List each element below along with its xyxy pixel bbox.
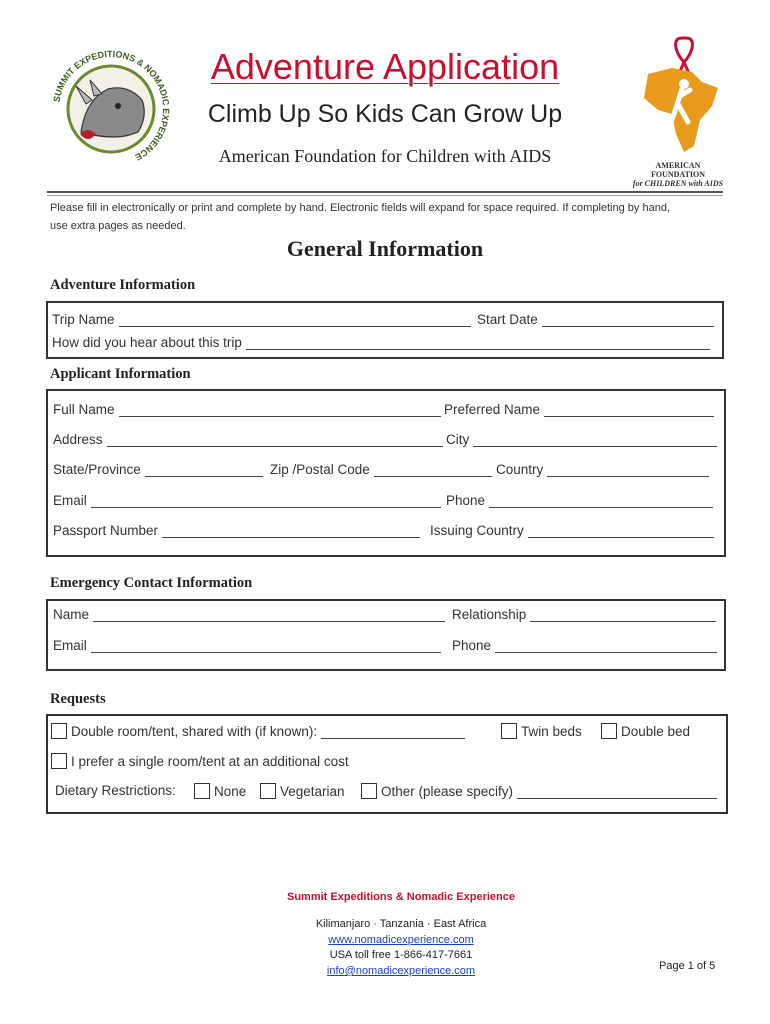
dietary-label: Dietary Restrictions:: [55, 783, 176, 798]
address-field[interactable]: Address: [53, 432, 443, 447]
diet-vegetarian-checkbox[interactable]: [260, 783, 276, 799]
twin-beds-option[interactable]: Twin beds: [501, 723, 582, 739]
diet-other-option[interactable]: Other (please specify): [361, 783, 717, 799]
city-field[interactable]: City: [446, 432, 717, 447]
relationship-field[interactable]: Relationship: [452, 607, 716, 622]
full-name-field[interactable]: Full Name: [53, 402, 441, 417]
emergency-email-field[interactable]: Email: [53, 638, 441, 653]
single-room-checkbox[interactable]: [51, 753, 67, 769]
afca-logo-line1: AMERICAN FOUNDATION: [650, 161, 706, 179]
header-divider: [47, 191, 723, 193]
footer-website-row: [0, 934, 770, 946]
diet-none-checkbox[interactable]: [194, 783, 210, 799]
footer-phone: USA toll free 1-866-417-7661: [329, 949, 473, 961]
email-link[interactable]: info@nomadicexperience.com: [326, 965, 476, 977]
diet-other-checkbox[interactable]: [361, 783, 377, 799]
header-divider-thin: [47, 195, 723, 196]
double-room-option[interactable]: Double room/tent, shared with (if known):: [51, 723, 465, 739]
hear-about-field[interactable]: How did you hear about this trip: [52, 335, 710, 350]
double-room-checkbox[interactable]: [51, 723, 67, 739]
page-title: Adventure Application: [210, 46, 560, 87]
adventure-box: [46, 301, 724, 359]
state-field[interactable]: State/Province: [53, 462, 263, 477]
passport-number-field[interactable]: Passport Number: [53, 523, 420, 538]
organization-name: American Foundation for Children with AIDS: [218, 146, 552, 166]
emergency-phone-field[interactable]: Phone: [452, 638, 717, 653]
footer-location: Kilimanjaro · Tanzania · East Africa: [315, 918, 487, 930]
afca-logo-line2: for CHILDREN with AIDS: [632, 179, 724, 188]
single-room-option[interactable]: I prefer a single room/tent at an additional cost: [51, 753, 349, 769]
issuing-country-field[interactable]: Issuing Country: [430, 523, 714, 538]
preferred-name-field[interactable]: Preferred Name: [444, 402, 714, 417]
zip-field[interactable]: Zip /Postal Code: [270, 462, 492, 477]
start-date-field[interactable]: Start Date: [477, 312, 714, 327]
footer-company: Summit Expeditions & Nomadic Experience: [286, 891, 515, 903]
applicant-heading: Applicant Information: [50, 366, 191, 382]
diet-vegetarian-option[interactable]: Vegetarian: [260, 783, 345, 799]
country-field[interactable]: Country: [496, 462, 709, 477]
trip-name-field[interactable]: Trip Name: [52, 312, 471, 327]
phone-field[interactable]: Phone: [446, 493, 713, 508]
diet-none-option[interactable]: None: [194, 783, 246, 799]
adventure-heading: Adventure Information: [50, 277, 196, 293]
twin-beds-checkbox[interactable]: [501, 723, 517, 739]
email-field[interactable]: Email: [53, 493, 441, 508]
page-number: Page 1 of 5: [659, 960, 716, 972]
double-bed-checkbox[interactable]: [601, 723, 617, 739]
page-subtitle: Climb Up So Kids Can Grow Up: [207, 100, 563, 128]
emergency-heading: Emergency Contact Information: [50, 575, 253, 591]
double-bed-option[interactable]: Double bed: [601, 723, 690, 739]
requests-heading: Requests: [50, 691, 106, 707]
section-title: General Information: [286, 236, 484, 261]
footer-email-row: [0, 965, 770, 977]
emergency-name-field[interactable]: Name: [53, 607, 445, 622]
svg-text:SUMMIT EXPEDITIONS & NOMADIC E: SUMMIT EXPEDITIONS & NOMADIC EXPERIENCE: [51, 48, 172, 163]
website-link[interactable]: www.nomadicexperience.com: [328, 934, 474, 946]
instructions: Please fill in electronically or print and complete by hand. Electronic fields will expand for space required. If completing by hand, use extra pages as needed.: [50, 202, 670, 232]
